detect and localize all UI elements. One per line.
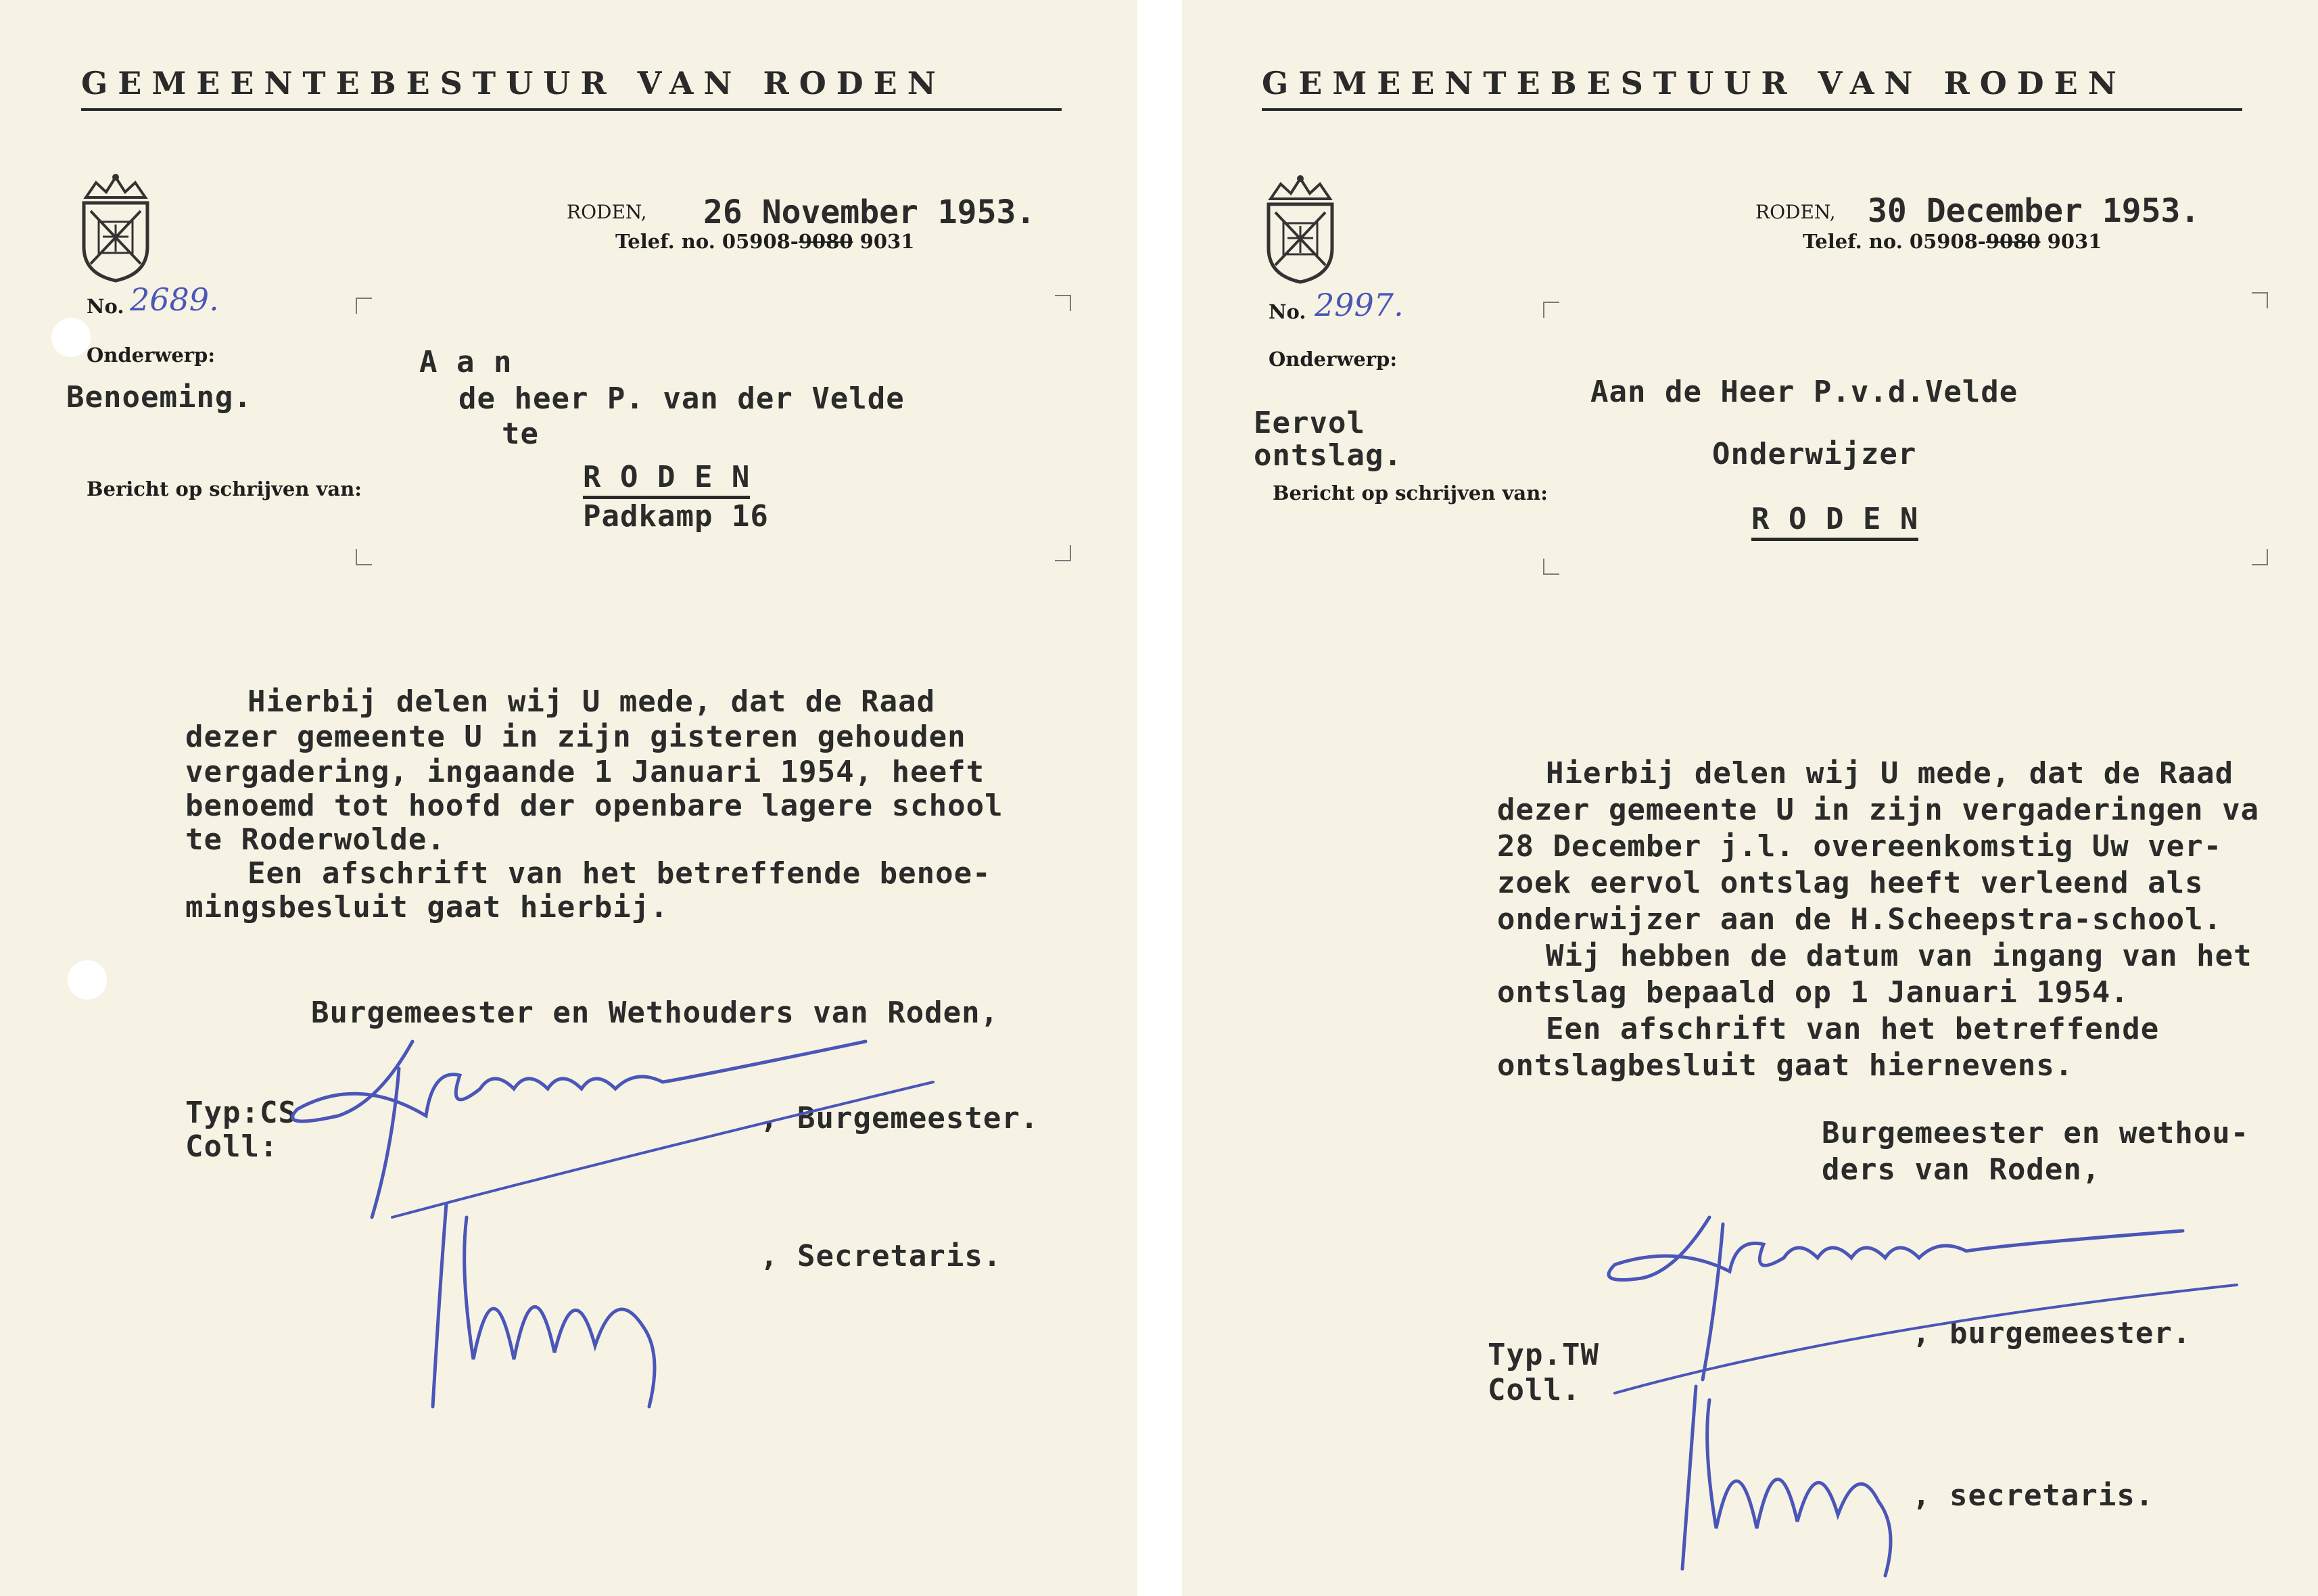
body-line: 28 December j.l. overeenkomstig Uw ver- <box>1497 829 2223 864</box>
letterhead: GEMEENTEBESTUUR VAN RODEN <box>1262 65 2127 101</box>
coat-of-arms-icon <box>76 169 156 284</box>
reference-no-label: No. <box>87 295 124 318</box>
place-label: RODEN, <box>567 201 647 223</box>
address-line: te <box>502 417 539 451</box>
window-mark-bl <box>1543 559 1559 575</box>
collation-mark: Coll. <box>1488 1373 1581 1407</box>
reference-letter-label: Bericht op schrijven van: <box>87 477 362 500</box>
letterhead-rule <box>81 108 1062 111</box>
collation-mark: Coll: <box>185 1129 279 1164</box>
telephone-new: 9031 <box>2047 230 2102 253</box>
window-mark-tr <box>2252 292 2268 308</box>
secretary-title: , secretaris. <box>1912 1478 2154 1513</box>
closing-line: ders van Roden, <box>1822 1152 2101 1187</box>
body-line: Hierbij delen wij U mede, dat de Raad <box>247 684 936 719</box>
address-street: Padkamp 16 <box>583 499 769 534</box>
reference-no-value: 2997. <box>1315 287 1404 323</box>
punch-hole <box>68 960 107 1000</box>
telephone <box>615 230 914 253</box>
body-line: benoemd tot hoofd der openbare lagere school <box>185 789 1003 823</box>
subject-line: Eervol <box>1254 406 1365 440</box>
closing-line: Burgemeester en wethou- <box>1822 1116 2250 1150</box>
telephone-old: 9080 <box>1985 230 2041 253</box>
subject-line: ontslag. <box>1254 438 1402 473</box>
mayor-title: , Burgemeester. <box>760 1101 1039 1135</box>
reference-no-label: No. <box>1269 300 1306 323</box>
body-line: Hierbij delen wij U mede, dat de Raad <box>1546 756 2234 791</box>
body-line: ontslag bepaald op 1 Januari 1954. <box>1497 975 2129 1010</box>
address-city: R O D E N <box>1751 502 1918 541</box>
letter-date: 26 November 1953. <box>703 193 1036 231</box>
letterhead: GEMEENTEBESTUUR VAN RODEN <box>81 65 946 101</box>
telephone-new: 9031 <box>859 230 915 253</box>
punch-hole <box>51 318 91 357</box>
letter-date: 30 December 1953. <box>1868 192 2200 230</box>
letterhead-rule <box>1262 108 2242 111</box>
coat-of-arms-icon <box>1260 170 1340 285</box>
closing-line: Burgemeester en Wethouders van Roden, <box>311 995 999 1030</box>
body-line: te Roderwolde. <box>185 822 446 857</box>
body-line: mingsbesluit gaat hierbij. <box>185 890 669 924</box>
reference-letter-label: Bericht op schrijven van: <box>1273 482 1548 504</box>
body-line: Een afschrift van het betreffende benoe- <box>247 856 991 891</box>
body-line: Wij hebben de datum van ingang van het <box>1546 939 2252 973</box>
secretary-signature <box>1669 1380 1953 1582</box>
window-mark-br <box>1055 545 1071 561</box>
address-line: Onderwijzer <box>1712 437 1917 471</box>
subject-label: Onderwerp: <box>87 344 216 367</box>
letter-right <box>1182 0 2318 1596</box>
address-city: R O D E N <box>583 460 750 499</box>
mayor-title: , burgemeester. <box>1912 1316 2192 1351</box>
body-line: dezer gemeente U in zijn gisteren gehouden <box>185 720 966 754</box>
address-line: A a n <box>419 345 513 379</box>
window-mark-bl <box>356 549 372 565</box>
telephone-label: Telef. no. 05908- <box>1803 230 1986 253</box>
reference-no-value: 2689. <box>130 281 219 318</box>
secretary-signature <box>419 1190 730 1420</box>
window-mark-tl <box>356 298 372 314</box>
window-mark-tl <box>1543 302 1559 318</box>
address-line: de heer P. van der Velde <box>458 381 905 416</box>
body-line: dezer gemeente U in zijn vergaderingen va <box>1497 793 2260 827</box>
place-label: RODEN, <box>1755 201 1836 223</box>
telephone-label: Telef. no. 05908- <box>615 230 799 253</box>
subject-label: Onderwerp: <box>1269 348 1398 371</box>
subject-line: Benoeming. <box>66 380 252 415</box>
window-mark-tr <box>1055 295 1071 311</box>
body-line: vergadering, ingaande 1 Januari 1954, heeft <box>185 755 985 789</box>
body-line: Een afschrift van het betreffende <box>1546 1012 2160 1046</box>
body-line: zoek eervol ontslag heeft verleend als <box>1497 866 2204 900</box>
telephone <box>1803 230 2102 253</box>
typist-initials: Typ.TW <box>1488 1338 1599 1372</box>
window-mark-br <box>2252 549 2268 565</box>
telephone-old: 9080 <box>798 230 853 253</box>
address-line: Aan de Heer P.v.d.Velde <box>1590 375 2018 409</box>
body-line: ontslagbesluit gaat hiernevens. <box>1497 1048 2074 1083</box>
body-line: onderwijzer aan de H.Scheepstra-school. <box>1497 902 2223 937</box>
secretary-title: , Secretaris. <box>760 1239 1002 1273</box>
typist-initials: Typ:CS <box>185 1096 297 1130</box>
letter-left <box>0 0 1137 1596</box>
